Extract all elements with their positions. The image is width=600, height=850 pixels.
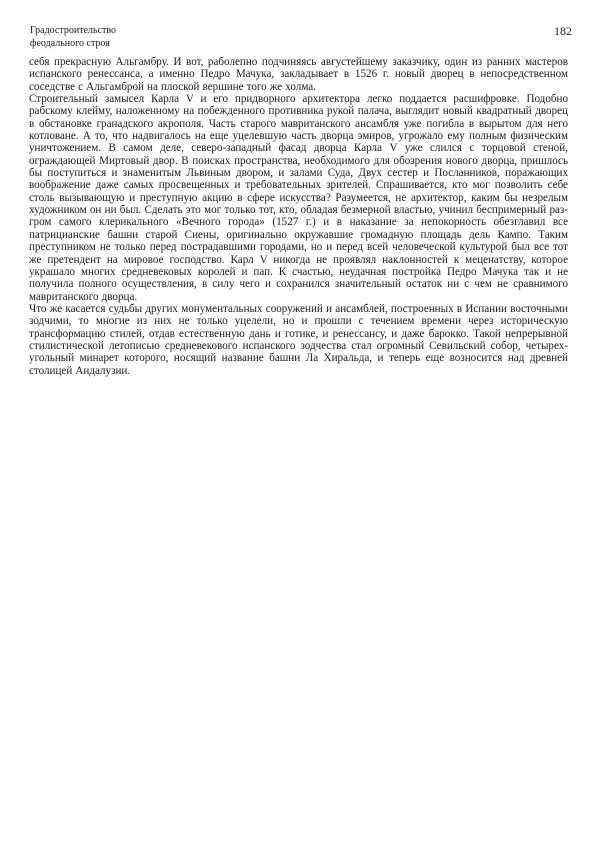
body-text	[29, 56, 568, 377]
running-title-line-1: Градостроительство	[30, 25, 117, 36]
paragraph-1: себя прекрасную Альгамбру. И вот, раболепно подчиняясь августейшему заказчику, один из ранних мастеров испанского ренессанса, а именно Педро Мачука, закладывает в 1526 г. новый дворец в непосредственном соседстве с Альгамброй на плоской вершине того же холма.	[29, 56, 568, 93]
paragraph-2: Строительный замысел Карла V и его придворного архитектора легко поддается расшифровке. Подобно рабскому клейму, наложенному на побежденного противника рукой палача, выглядит новый квадратный дворец в обстановке гранадского акрополя. Часть старого мавританского ансамбля уже погибла в вырытом для него котловане. А то, что надвигалось на еще уцелевшую часть дворца эмиров, угрожало ему полным физическим уничтожением. В самом деле, северо-западный фасад дворца Карла V уже слился с торцовой стеной, ограждающей Миртовый двор. В поисках пространства, необходимого для обозрения нового дворца, пришлось бы поступиться и знаменитым Львиным двором, и залами Суда, Двух сестер и Посланников, поражающих воображение даже самых просвещенных и требовательных зрителей. Спрашивается, кто мог позволить себе столь вызывающую и преступную акцию в сфере искусства? Разумеется, не архитектор, каким бы незрелым художником он ни был. Сделать это мог только тот, кто, обладая безмерной властью, учинил беспримерный разгром самого клерикального «Вечного города» (1527 г.) и в наказание за непокорность обезглавил все патрицианские башни старой Сиены, оригинально окружавшие громадную площадь дель Кампо. Таким преступником не только перед пострадавшими городами, но и перед всей человеческой культурой был все тот же претендент на мировое господство. Карл V никогда не проявлял наклонностей к меценатству, которое украшало многих средневековых королей и пап. К счастью, неудачная постройка Педро Мачука так и не получила полного осуществления, в силу чего и сохранился значительный остаток ни с чем не сравнимого мавританского дворца.	[29, 93, 568, 303]
paragraph-3: Что же касается судьбы других монументальных сооружений и ансамблей, построенных в Испании восточными зодчими, то многие из них не только уцелели, но и прошли с течением времени через историческую трансформацию стилей, отдав естественную дань и готике, и ренессансу, и даже барокко. Такой непрерывной стилистической летописью средневекового испанского зодчества стал огромный Севильский собор, четырехугольный минарет которого, носящий название башни Ла Хиральда, и теперь еще возносится над древней столицей Андалузии.	[29, 302, 568, 377]
running-head	[30, 24, 116, 50]
page-number: 182	[554, 24, 572, 38]
running-title-line-2: феодального строя	[30, 38, 110, 49]
